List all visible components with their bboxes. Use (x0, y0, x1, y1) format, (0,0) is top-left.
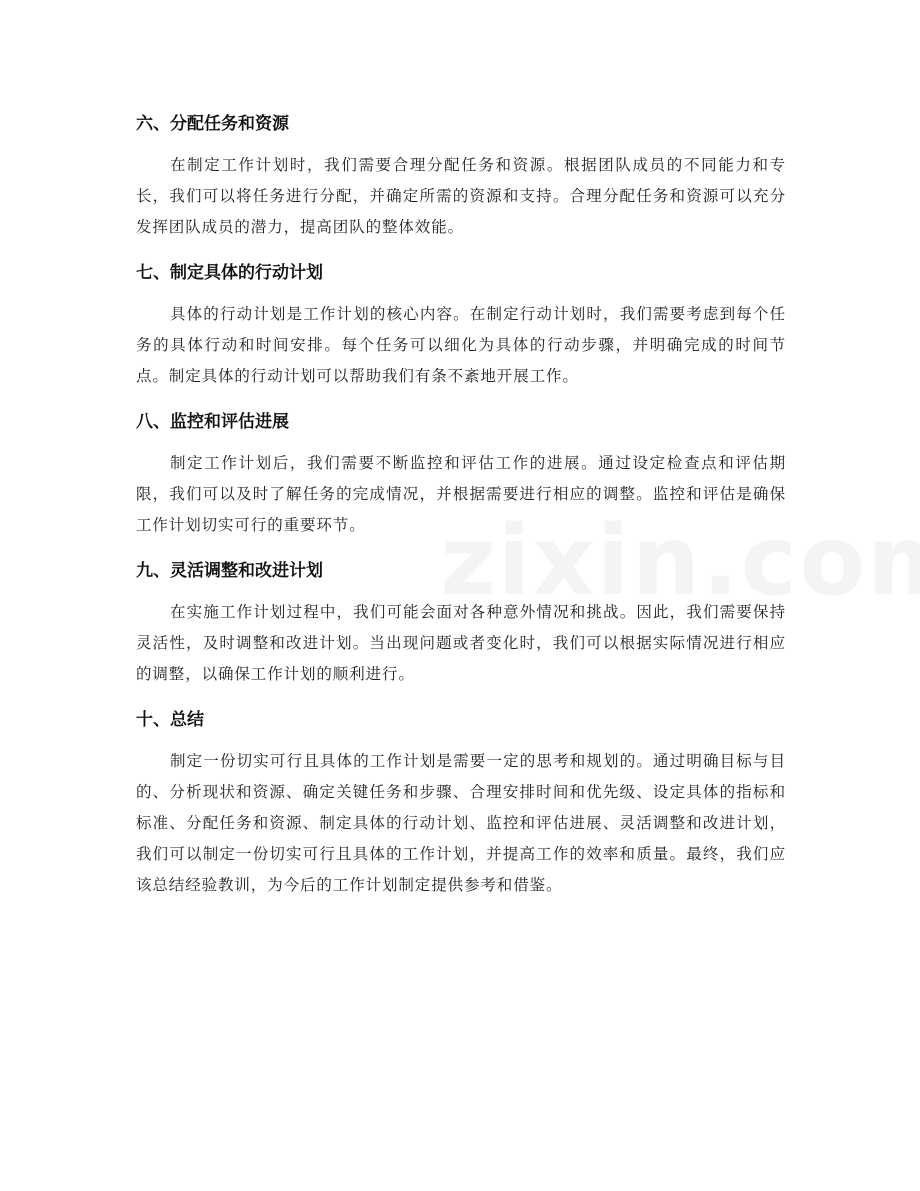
document-body (136, 104, 786, 911)
section-action-plan (136, 253, 786, 392)
section-paragraph: 制定工作计划后，我们需要不断监控和评估工作的进展。通过设定检查点和评估期限，我们可以及时了解任务的完成情况，并根据需要进行相应的调整。监控和评估是确保工作计划切实可行的重要环节。 (136, 454, 786, 534)
section-heading: 六、分配任务和资源 (136, 114, 289, 134)
section-heading: 七、制定具体的行动计划 (136, 263, 323, 283)
section-paragraph: 制定一份切实可行且具体的工作计划是需要一定的思考和规划的。通过明确目标与目的、分析现状和资源、确定关键任务和步骤、合理安排时间和优先级、设定具体的指标和标准、分配任务和资源、制定具体的行动计划、监控和评估进展、灵活调整和改进计划，我们可以制定一份切实可行且具体的工作计划，并提高工作的效率和质量。最终，我们应该总结经验教训，为今后的工作计划制定提供参考和借鉴。 (136, 752, 786, 894)
section-heading: 八、监控和评估进展 (136, 412, 289, 432)
section-paragraph: 在制定工作计划时，我们需要合理分配任务和资源。根据团队成员的不同能力和专长，我们可以将任务进行分配，并确定所需的资源和支持。合理分配任务和资源可以充分发挥团队成员的潜力，提高团队的整体效能。 (136, 156, 786, 236)
section-heading: 十、总结 (136, 710, 204, 730)
section-adjustment (136, 551, 786, 690)
section-summary (136, 700, 786, 901)
section-paragraph: 具体的行动计划是工作计划的核心内容。在制定行动计划时，我们需要考虑到每个任务的具体行动和时间安排。每个任务可以细化为具体的行动步骤，并明确完成的时间节点。制定具体的行动计划可以帮助我们有条不紊地开展工作。 (136, 305, 786, 385)
section-task-allocation (136, 104, 786, 243)
section-monitoring (136, 402, 786, 541)
section-heading: 九、灵活调整和改进计划 (136, 561, 323, 581)
section-paragraph: 在实施工作计划过程中，我们可能会面对各种意外情况和挑战。因此，我们需要保持灵活性，及时调整和改进计划。当出现问题或者变化时，我们可以根据实际情况进行相应的调整，以确保工作计划的顺利进行。 (136, 603, 786, 683)
